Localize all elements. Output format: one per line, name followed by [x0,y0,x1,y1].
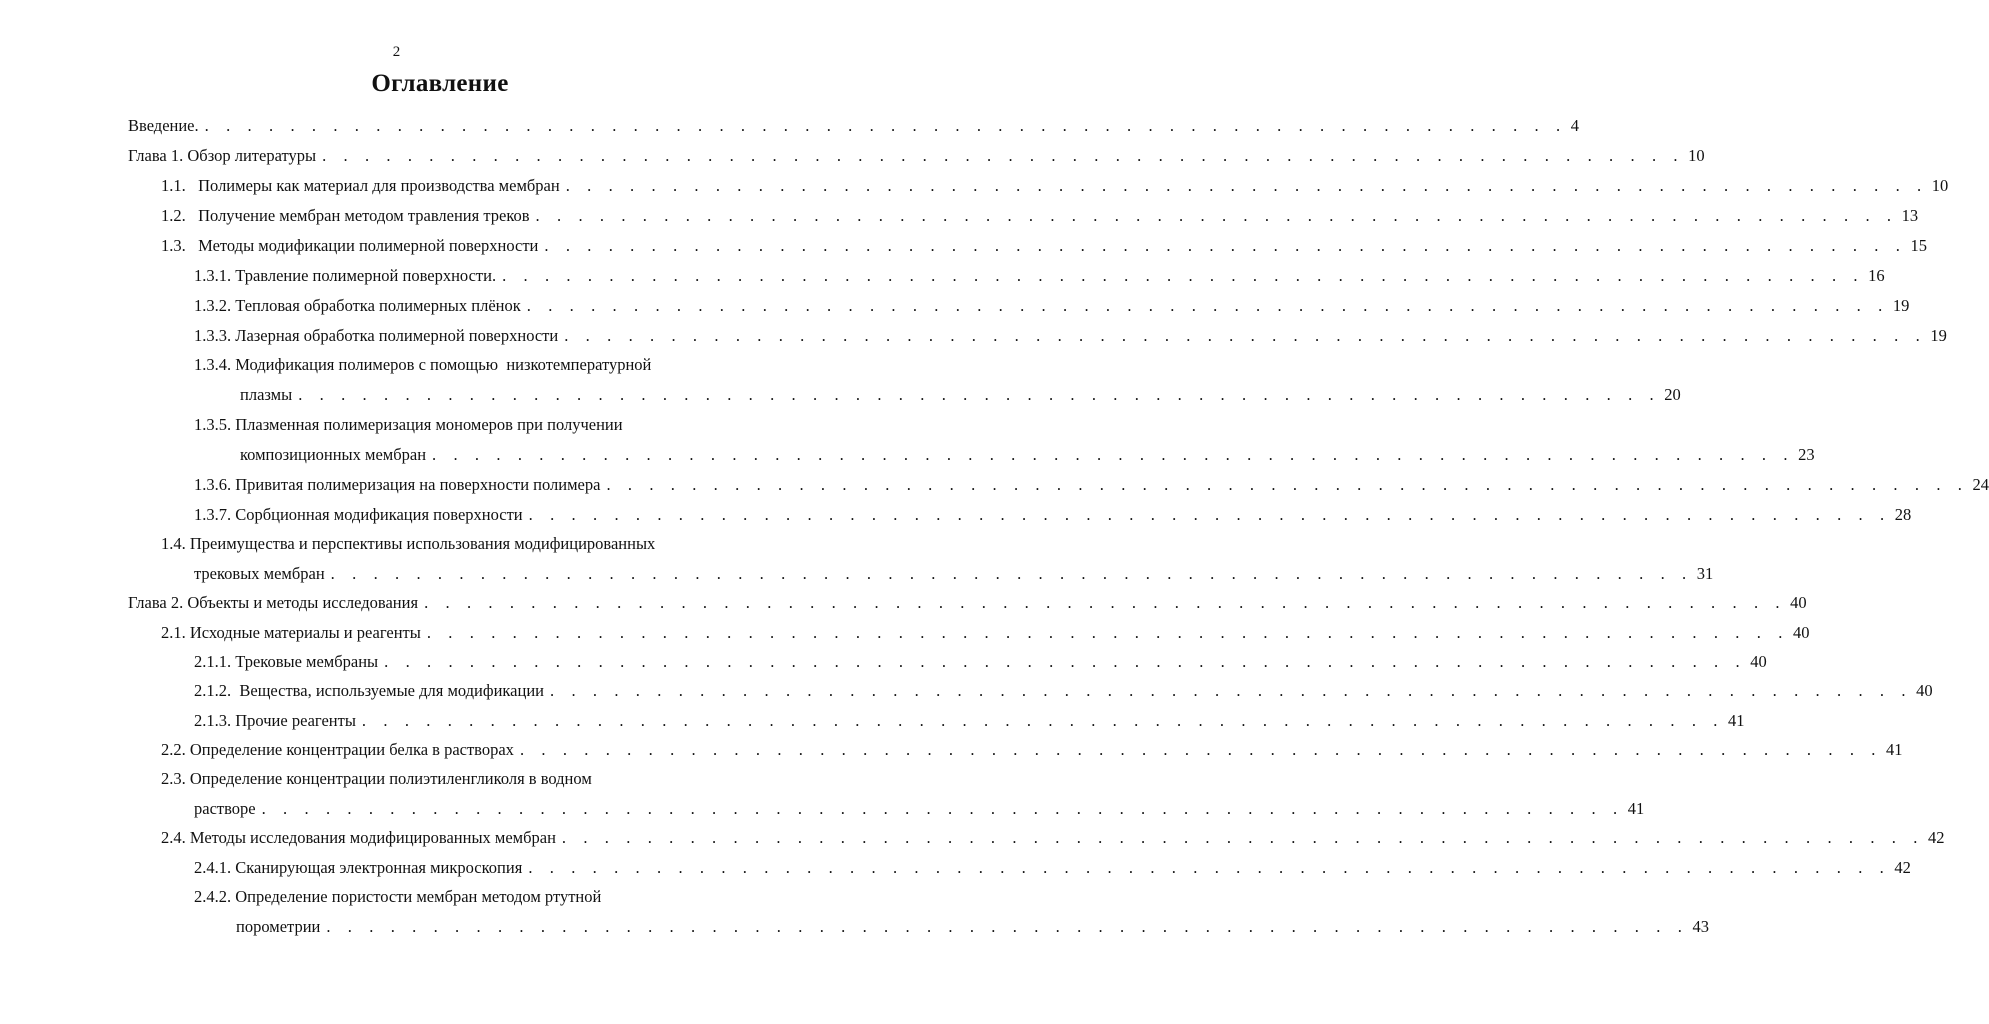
leader-dots: . . . . . . . . . . . . . . . . . . . . . . . . . . . . . . . . . . . . . . . . . . . . . . . . . . . . . . . . . . . . . . . . [502,266,1865,285]
toc-entry-page: 42 [1927,828,1945,847]
toc-entry-text: 2.2. Определение концентрации белка в растворах [161,740,514,759]
leader-dots: . . . . . . . . . . . . . . . . . . . . . . . . . . . . . . . . . . . . . . . . . . . . . . . . . . . . . . . . . . . . . . . . [550,681,1913,700]
toc-entry-text: Глава 2. Объекты и методы исследования [128,593,419,612]
toc-entry-text: 2.4.1. Сканирующая электронная микроскопия [194,858,523,877]
toc-entry-continuation: композиционных мембран [240,445,427,464]
toc-entry-continuation: трековых мембран [194,564,325,583]
toc-entry-text: 2.1.3. Прочие реагенты [194,711,356,730]
leader-dots: . . . . . . . . . . . . . . . . . . . . . . . . . . . . . . . . . . . . . . . . . . . . . . . . . . . . . . . . . . . . . . . . [322,146,1685,165]
toc-entry-page: 41 [1886,740,1903,759]
toc-entry-page: 10 [1931,176,1949,195]
toc-entry-page: 40 [1790,593,1807,612]
leader-dots: . . . . . . . . . . . . . . . . . . . . . . . . . . . . . . . . . . . . . . . . . . . . . . . . . . . . . . . . . . . . . . . . [384,652,1747,671]
toc-entry[interactable] [194,296,1910,316]
toc-entry[interactable] [161,206,1919,226]
toc-entry[interactable] [194,266,1885,286]
toc-entry-page: 16 [1868,266,1885,285]
toc-entry-text: 1.3.1. Травление полимерной поверхности. [194,266,497,285]
toc-entry-text[interactable]: 1.3.4. Модификация полимеров с помощью низкотемпературной [194,355,652,374]
toc-entry-page: 15 [1910,236,1927,255]
toc-entry[interactable] [161,176,1949,196]
toc-entry-page: 19 [1892,296,1910,315]
page-title: Оглавление [371,70,509,97]
leader-dots: . . . . . . . . . . . . . . . . . . . . . . . . . . . . . . . . . . . . . . . . . . . . . . . . . . . . . . . . . . . . . . . . [561,828,1924,847]
toc-entry-text: 2.1. Исходные материалы и реагенты [161,623,421,642]
toc-entry[interactable] [194,652,1767,672]
toc-entry-page: 23 [1798,445,1815,464]
leader-dots: . . . . . . . . . . . . . . . . . . . . . . . . . . . . . . . . . . . . . . . . . . . . . . . . . . . . . . . . . . . . . . . . [330,564,1693,583]
toc-entry-page: 19 [1930,326,1947,345]
toc-entry[interactable] [240,445,1815,465]
leader-dots: . . . . . . . . . . . . . . . . . . . . . . . . . . . . . . . . . . . . . . . . . . . . . . . . . . . . . . . . . . . . . . . . [204,116,1567,135]
toc-entry[interactable] [194,711,1745,731]
leader-dots: . . . . . . . . . . . . . . . . . . . . . . . . . . . . . . . . . . . . . . . . . . . . . . . . . . . . . . . . . . . . . . . . [432,445,1795,464]
toc-entry-page: 43 [1692,917,1709,936]
toc-entry-text: 2.1.1. Трековые мембраны [194,652,379,671]
toc-entry[interactable] [161,623,1810,643]
toc-entry-text[interactable]: 1.3.5. Плазменная полимеризация мономеров при получении [194,415,623,434]
toc-entry-page: 41 [1627,799,1645,818]
toc-entry[interactable] [194,799,1645,819]
leader-dots: . . . . . . . . . . . . . . . . . . . . . . . . . . . . . . . . . . . . . . . . . . . . . . . . . . . . . . . . . . . . . . . . [606,475,1969,494]
leader-dots: . . . . . . . . . . . . . . . . . . . . . . . . . . . . . . . . . . . . . . . . . . . . . . . . . . . . . . . . . . . . . . . . [519,740,1883,759]
toc-entry[interactable] [194,564,1714,584]
toc-entry-page: 24 [1972,475,1989,494]
leader-dots: . . . . . . . . . . . . . . . . . . . . . . . . . . . . . . . . . . . . . . . . . . . . . . . . . . . . . . . . . . . . . . . . [424,593,1787,612]
toc-entry-continuation: плазмы [240,385,293,404]
toc-entry-page: 20 [1664,385,1681,404]
toc-entry-text: 1.3. Методы модификации полимерной поверхности [161,236,539,255]
toc-entry[interactable] [194,858,1911,878]
toc-entry-text: 1.3.7. Сорбционная модификация поверхности [194,505,523,524]
leader-dots: . . . . . . . . . . . . . . . . . . . . . . . . . . . . . . . . . . . . . . . . . . . . . . . . . . . . . . . . . . . . . . . . [426,623,1789,642]
leader-dots: . . . . . . . . . . . . . . . . . . . . . . . . . . . . . . . . . . . . . . . . . . . . . . . . . . . . . . . . . . . . . . . . [564,326,1927,345]
toc-entry-page: 13 [1901,206,1919,225]
toc-entry-text[interactable]: 2.3. Определение концентрации полиэтиленгликоля в водном [161,769,592,788]
toc-entry-page: 40 [1750,652,1767,671]
toc-entry-text: 1.2. Получение мембран методом травления треков [161,206,530,225]
leader-dots: . . . . . . . . . . . . . . . . . . . . . . . . . . . . . . . . . . . . . . . . . . . . . . . . . . . . . . . . . . . . . . . . [298,385,1661,404]
toc-entry-page: 4 [1570,116,1579,135]
toc-entry[interactable] [128,593,1807,613]
leader-dots: . . . . . . . . . . . . . . . . . . . . . . . . . . . . . . . . . . . . . . . . . . . . . . . . . . . . . . . . . . . . . . . . [528,858,1891,877]
leader-dots: . . . . . . . . . . . . . . . . . . . . . . . . . . . . . . . . . . . . . . . . . . . . . . . . . . . . . . . . . . . . . . . . [544,236,1907,255]
toc-entry[interactable] [236,917,1709,937]
leader-dots: . . . . . . . . . . . . . . . . . . . . . . . . . . . . . . . . . . . . . . . . . . . . . . . . . . . . . . . . . . . . . . . . [326,917,1689,936]
toc-entry-page: 31 [1696,564,1714,583]
toc-entry[interactable] [194,475,1989,495]
toc-entry[interactable] [128,146,1705,166]
toc-entry[interactable] [194,326,1947,346]
leader-dots: . . . . . . . . . . . . . . . . . . . . . . . . . . . . . . . . . . . . . . . . . . . . . . . . . . . . . . . . . . . . . . . . [361,711,1724,730]
leader-dots: . . . . . . . . . . . . . . . . . . . . . . . . . . . . . . . . . . . . . . . . . . . . . . . . . . . . . . . . . . . . . . . . [528,505,1891,524]
leader-dots: . . . . . . . . . . . . . . . . . . . . . . . . . . . . . . . . . . . . . . . . . . . . . . . . . . . . . . . . . . . . . . . . [526,296,1889,315]
toc-entry-text[interactable]: 1.4. Преимущества и перспективы использования модифицированных [161,534,656,553]
toc-entry-page: 40 [1916,681,1933,700]
leader-dots: . . . . . . . . . . . . . . . . . . . . . . . . . . . . . . . . . . . . . . . . . . . . . . . . . . . . . . . . . . . . . . . . [565,176,1928,195]
toc-entry-page: 40 [1792,623,1810,642]
toc-entry-text: 1.3.2. Тепловая обработка полимерных плёнок [194,296,521,315]
toc-entry-continuation: порометрии [236,917,321,936]
toc-entry[interactable] [161,828,1945,848]
leader-dots: . . . . . . . . . . . . . . . . . . . . . . . . . . . . . . . . . . . . . . . . . . . . . . . . . . . . . . . . . . . . . . . . [535,206,1898,225]
toc-entry-page: 41 [1728,711,1745,730]
toc-entry-text: Глава 1. Обзор литературы [128,146,317,165]
toc-entry[interactable] [161,740,1903,760]
toc-entry[interactable] [240,385,1681,405]
leader-dots: . . . . . . . . . . . . . . . . . . . . . . . . . . . . . . . . . . . . . . . . . . . . . . . . . . . . . . . . . . . . . . . . [261,799,1624,818]
page-number: 2 [392,44,401,60]
toc-entry[interactable] [194,505,1912,525]
toc-entry-text: Введение. [128,116,199,135]
toc-entry-page: 10 [1688,146,1705,165]
toc-entry-text[interactable]: 2.4.2. Определение пористости мембран методом ртутной [194,887,602,906]
toc-entry-text: 1.3.6. Привитая полимеризация на поверхности полимера [194,475,601,494]
toc-entry-text: 2.1.2. Вещества, используемые для модификации [194,681,544,700]
toc-entry-text: 2.4. Методы исследования модифицированных мембран [161,828,556,847]
toc-entry-text: 1.3.3. Лазерная обработка полимерной поверхности [194,326,559,345]
toc-entry-page: 42 [1894,858,1911,877]
toc-entry-page: 28 [1894,505,1912,524]
toc-entry[interactable] [194,681,1933,701]
toc-entry[interactable] [128,116,1579,136]
toc-entry-text: 1.1. Полимеры как материал для производства мембран [161,176,560,195]
toc-entry[interactable] [161,236,1927,256]
toc-entry-continuation: растворе [194,799,256,818]
